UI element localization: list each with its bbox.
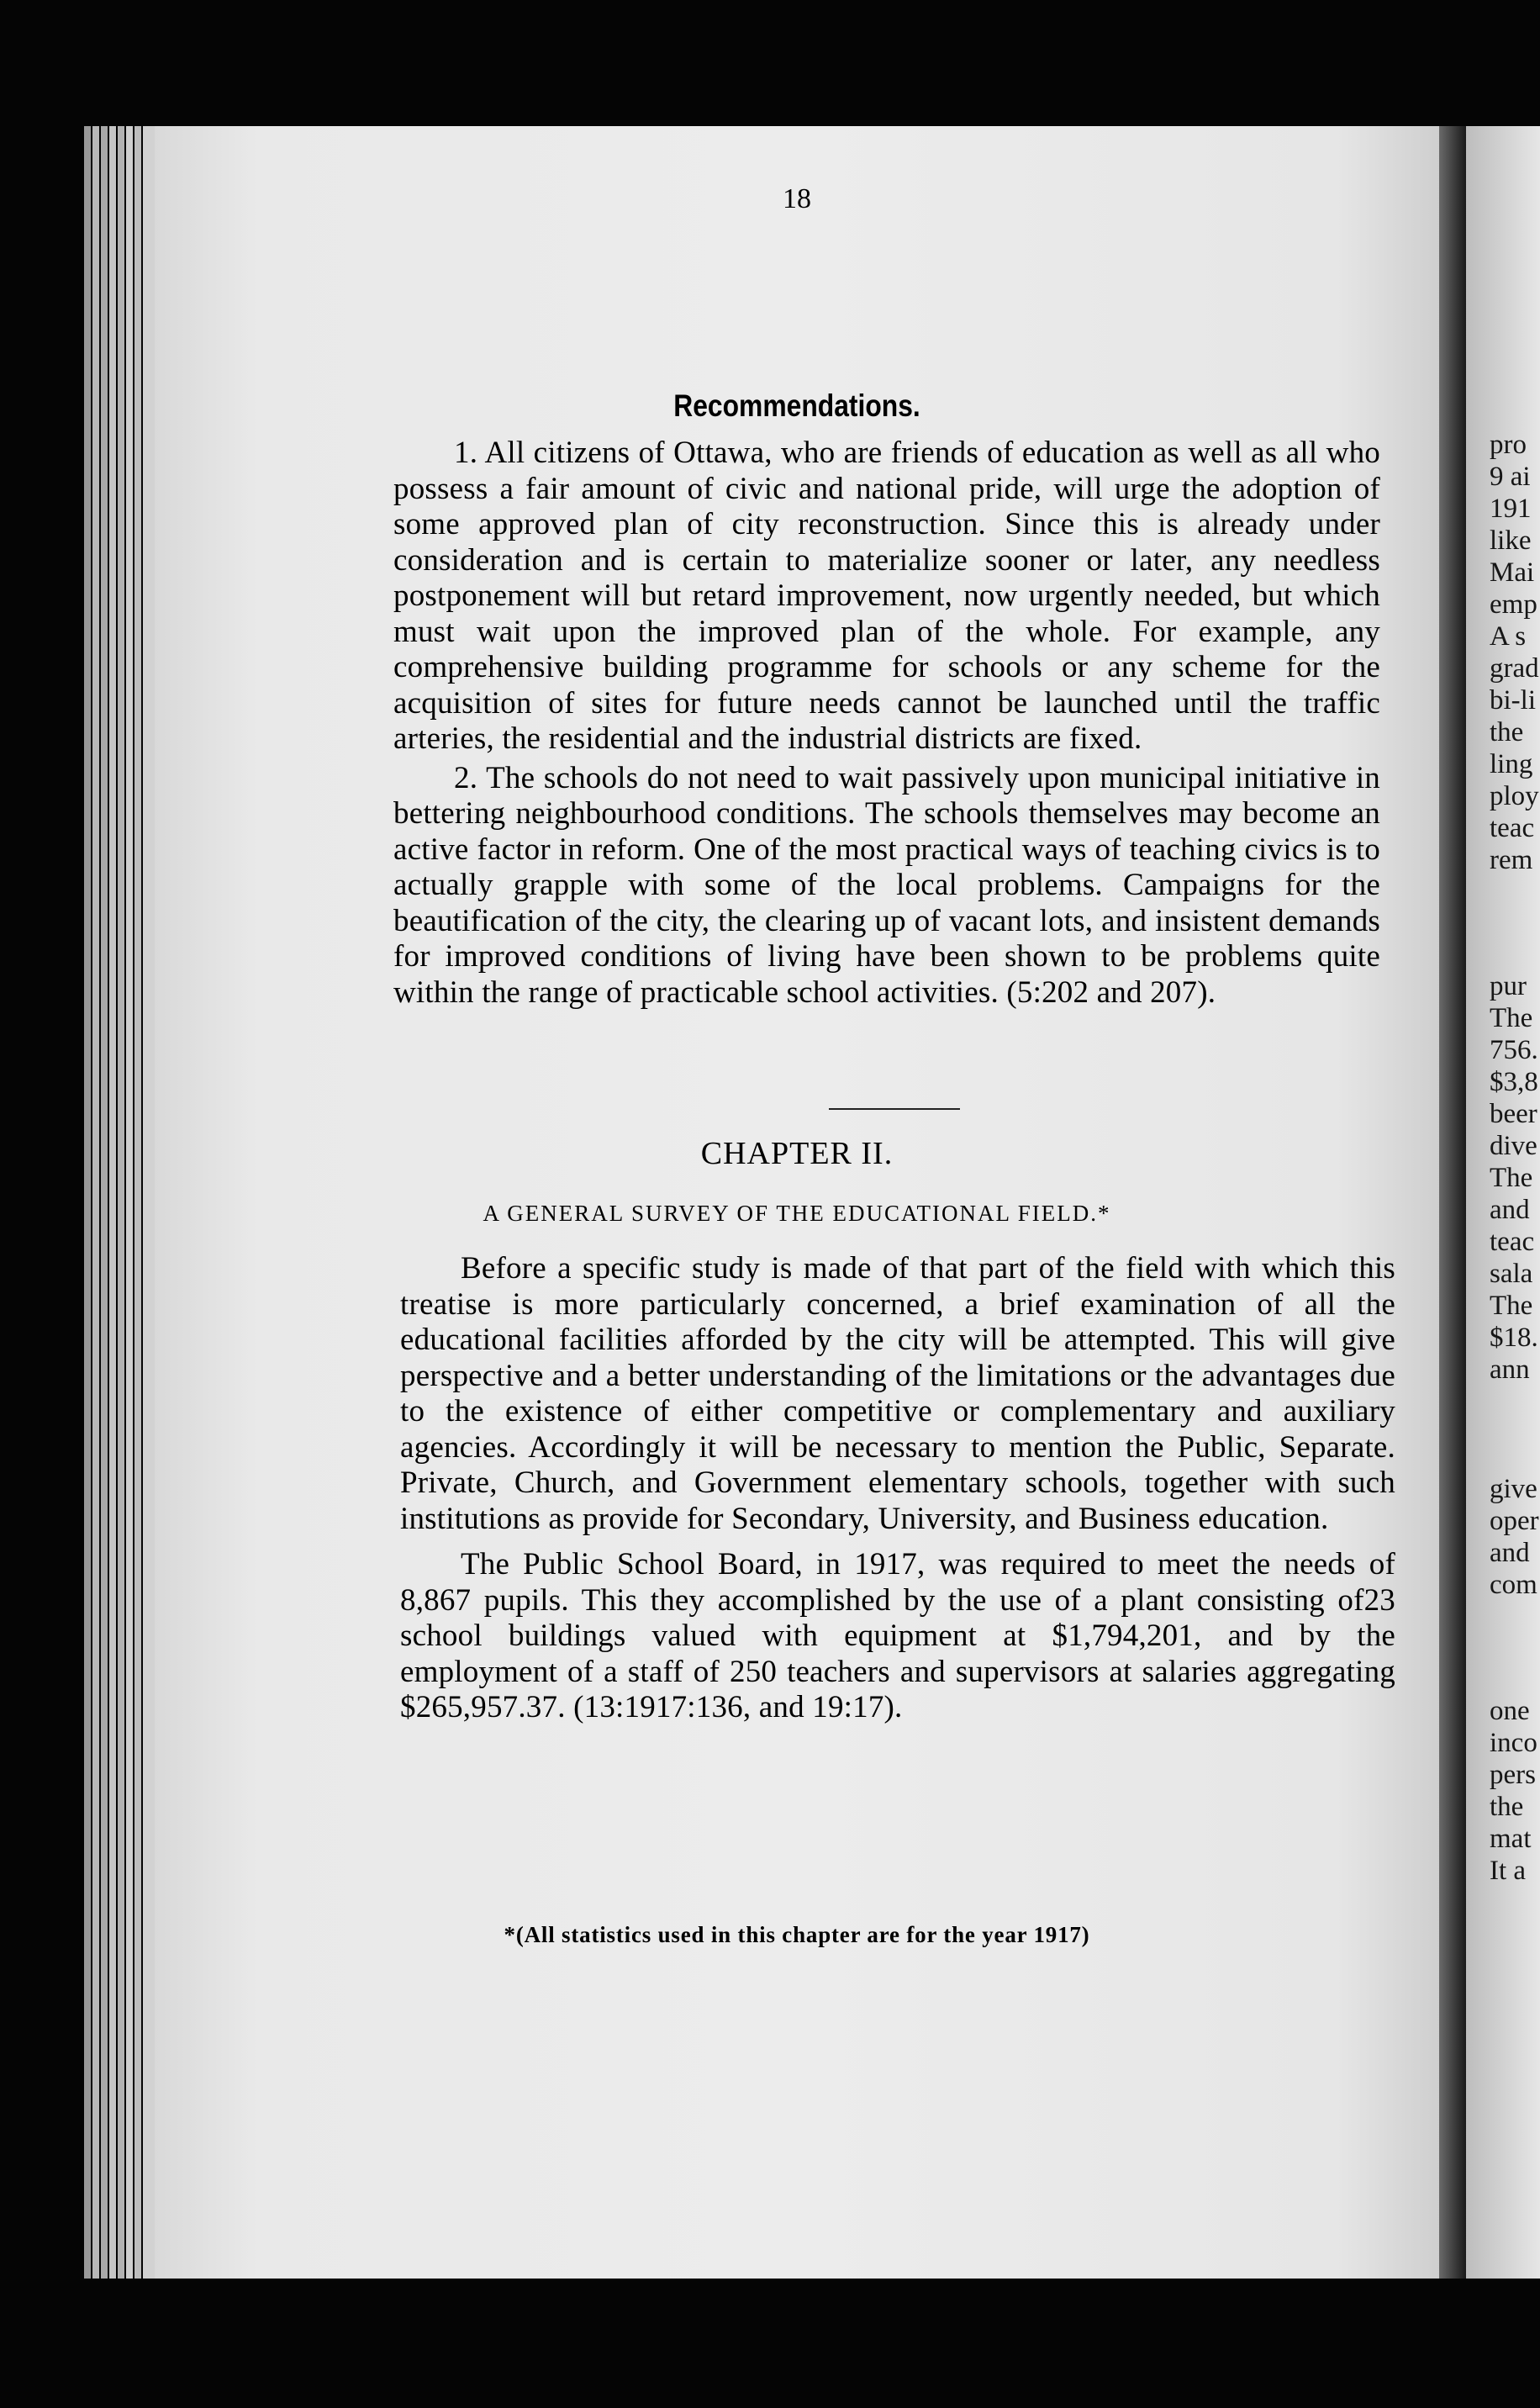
- fragment-line: like: [1490, 525, 1532, 556]
- fragment-line: A s: [1490, 621, 1527, 652]
- fragment-line: grad: [1490, 653, 1539, 684]
- fragment-line: sala: [1490, 1259, 1533, 1289]
- section-divider: [829, 1108, 960, 1110]
- fragment-line: 9 ai: [1490, 462, 1531, 492]
- fragment-line: pro: [1490, 430, 1527, 460]
- fragment-line: the: [1490, 717, 1524, 747]
- fragment-line: Mai: [1490, 557, 1535, 588]
- fragment-line: teac: [1490, 813, 1535, 843]
- chapter-paragraph-1: Before a specific study is made of that part of the field with which this treatise is more particularly concerned, a brief examination of all the educational facilities afforded by the city will be attempted. This will give perspective and a better understanding of the limitations or the advantages due to the existence of either competitive or complementary and auxiliary agencies. Accordingly it will be necessary to mention the Public, Separate. Private, Church, and Government elementary schools, together with such institutions as provide for Secondary, University, and Business education.: [400, 1251, 1395, 1536]
- fragment-line: one: [1490, 1696, 1530, 1726]
- fragment-line: and: [1490, 1538, 1530, 1568]
- fragment-line: and: [1490, 1195, 1530, 1225]
- recommendation-1: 1. All citizens of Ottawa, who are friends of education as well as all who possess a fair amount of civic and national pride, will urge the adoption of some approved plan of city reconstruction. Since this is already under consideration and is certain to materialize sooner or later, any needless postponement will but retard improvement, now urgently needed, but which must wait upon the improved plan of the whole. For example, any comprehensive building programme for schools or any scheme for the acquisition of sites for future needs cannot be launched until the traffic arteries, the residential and the industrial districts are fixed.: [393, 436, 1380, 756]
- fragment-line: oper: [1490, 1506, 1539, 1536]
- fragment-line: The: [1490, 1003, 1533, 1033]
- page-number: 18: [783, 183, 811, 214]
- fragment-line: beer: [1490, 1099, 1537, 1129]
- fragment-line: $18.: [1490, 1323, 1538, 1353]
- fragment-line: 191: [1490, 494, 1532, 524]
- fragment-line: the: [1490, 1792, 1524, 1822]
- chapter-title: CHAPTER II.: [700, 1136, 894, 1171]
- fragment-line: pur: [1490, 971, 1527, 1001]
- fragment-line: The: [1490, 1291, 1533, 1321]
- fragment-line: ann: [1490, 1354, 1530, 1385]
- chapter-paragraph-2: The Public School Board, in 1917, was required to meet the needs of 8,867 pupils. This they accomplished by the use of a plant consisting of23 school buildings valued with equipment at $1,794,201, and by the employment of a staff of 250 teachers and supervisors at salaries aggregating $265,957.37. (13:1917:136, and 19:17).: [400, 1547, 1395, 1724]
- fragment-line: mat: [1490, 1824, 1532, 1854]
- recommendation-2: 2. The schools do not need to wait passively upon municipal initiative in bettering neighbourhood conditions. The schools themselves may become an active factor in reform. One of the most practical ways of teaching civics is to actually grapple with some of the local problems. Campaigns for the beautification of the city, the clearing up of vacant lots, and insistent demands for improved conditions of living have been shown to be problems quite within the range of practicable school activities. (5:202 and 207).: [393, 760, 1380, 1010]
- fragment-line: ploy: [1490, 781, 1539, 811]
- fragment-line: bi-li: [1490, 685, 1536, 716]
- chapter-subtitle: A GENERAL SURVEY OF THE EDUCATIONAL FIELD.*: [483, 1201, 1111, 1226]
- chapter-text: [400, 1251, 1395, 1726]
- fragment-line: teac: [1490, 1227, 1535, 1257]
- fragment-line: ling: [1490, 749, 1533, 779]
- fragment-line: The: [1490, 1163, 1533, 1193]
- footnote: *(All statistics used in this chapter are for the year 1917): [504, 1922, 1090, 1947]
- fragment-line: rem: [1490, 845, 1533, 875]
- fragment-line: It a: [1490, 1856, 1527, 1886]
- fragment-line: give: [1490, 1474, 1537, 1504]
- fragment-line: $3,8: [1490, 1067, 1538, 1097]
- fragment-line: com: [1490, 1570, 1537, 1600]
- adjacent-page: [1466, 126, 1540, 2279]
- fragment-line: 756.: [1490, 1035, 1538, 1065]
- fragment-line: pers: [1490, 1760, 1536, 1790]
- book-gutter: [1439, 126, 1466, 2279]
- section-heading: Recommendations.: [673, 388, 920, 423]
- fragment-line: emp: [1490, 589, 1537, 620]
- fragment-line: inco: [1490, 1728, 1537, 1758]
- recommendations-text: [393, 436, 1380, 1011]
- fragment-line: dive: [1490, 1131, 1537, 1161]
